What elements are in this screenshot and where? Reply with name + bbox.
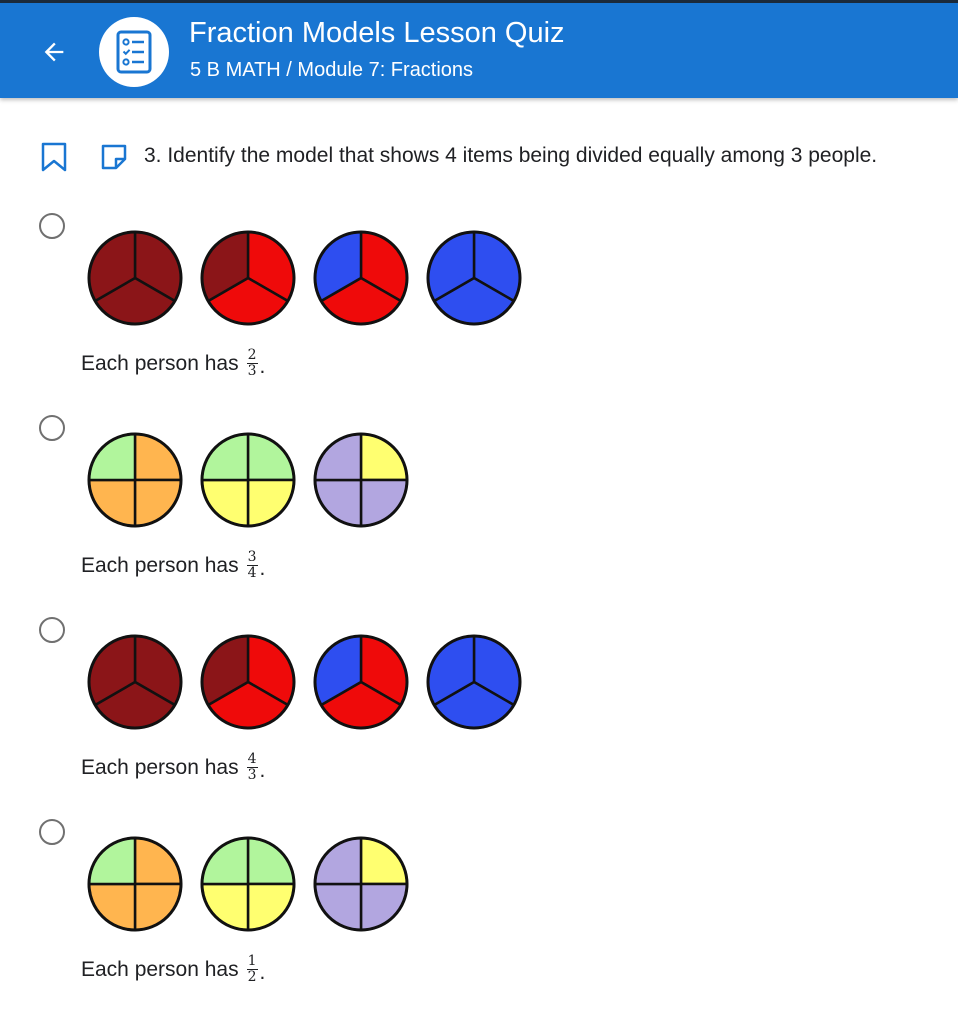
option-caption	[81, 550, 265, 581]
breadcrumb: 5 B MATH / Module 7: Fractions	[190, 59, 474, 81]
sticky-note-icon	[100, 143, 128, 171]
checklist-icon	[114, 30, 154, 74]
option-radio-4[interactable]	[39, 819, 65, 845]
add-note-button[interactable]	[100, 143, 128, 171]
fraction-pie	[86, 431, 184, 529]
fraction-numerator: 2	[247, 347, 257, 363]
fraction-denominator: 2	[247, 969, 257, 985]
arrow-left-icon	[40, 38, 68, 66]
caption-text: Each person has	[81, 755, 239, 779]
fraction-denominator: 4	[247, 565, 257, 581]
caption-text: Each person has	[81, 957, 239, 981]
fraction-pie	[86, 229, 184, 327]
fraction-model	[86, 633, 538, 731]
fraction-numerator: 3	[247, 549, 257, 565]
fraction-denominator: 3	[247, 363, 257, 379]
fraction-pie	[199, 633, 297, 731]
caption-period: .	[259, 355, 266, 378]
fraction-pie	[312, 835, 410, 933]
fraction-numerator: 1	[247, 953, 257, 969]
caption-period: .	[259, 557, 266, 580]
bookmark-icon	[40, 142, 68, 172]
option-caption	[81, 752, 265, 783]
fraction-model	[86, 431, 425, 529]
fraction-pie	[199, 431, 297, 529]
option-radio-3[interactable]	[39, 617, 65, 643]
bookmark-button[interactable]	[40, 142, 68, 172]
fraction-denominator: 3	[247, 767, 257, 783]
caption-text: Each person has	[81, 553, 239, 577]
fraction-pie	[199, 229, 297, 327]
option-radio-2[interactable]	[39, 415, 65, 441]
fraction-model	[86, 835, 425, 933]
fraction-pie	[425, 229, 523, 327]
fraction-pie	[312, 229, 410, 327]
page-title: Fraction Models Lesson Quiz	[189, 17, 565, 49]
fraction	[247, 550, 258, 581]
caption-period: .	[259, 759, 266, 782]
fraction-model	[86, 229, 538, 327]
fraction-pie	[86, 633, 184, 731]
option-caption	[81, 348, 265, 379]
quiz-logo	[99, 17, 169, 87]
question-prompt: 3. Identify the model that shows 4 items being divided equally among 3 people.	[144, 144, 878, 167]
fraction	[247, 752, 258, 783]
fraction-pie	[86, 835, 184, 933]
caption-period: .	[259, 961, 266, 984]
fraction	[247, 348, 258, 379]
app-header	[0, 0, 958, 98]
fraction-pie	[312, 431, 410, 529]
fraction-pie	[425, 633, 523, 731]
back-button[interactable]	[34, 32, 74, 72]
fraction-numerator: 4	[247, 751, 257, 767]
fraction-pie	[312, 633, 410, 731]
option-radio-1[interactable]	[39, 213, 65, 239]
fraction	[247, 954, 258, 985]
option-caption	[81, 954, 265, 985]
fraction-pie	[199, 835, 297, 933]
caption-text: Each person has	[81, 351, 239, 375]
